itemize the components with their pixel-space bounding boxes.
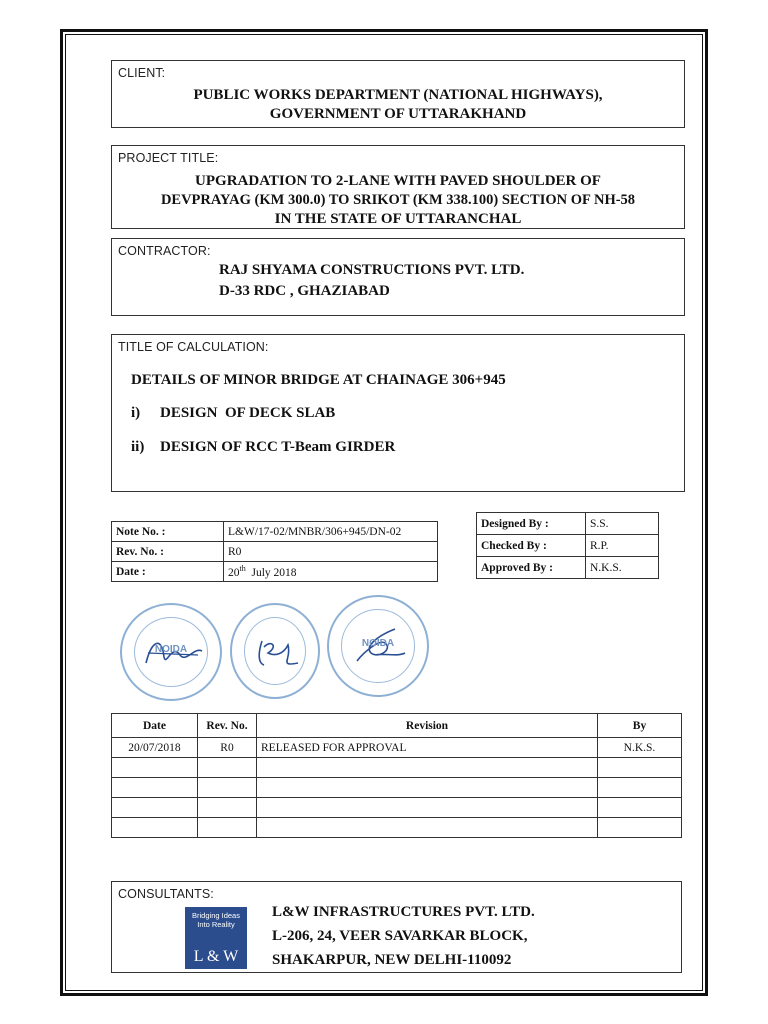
project-title-label: PROJECT TITLE: [118,151,219,165]
sign-table [476,512,659,579]
date-value [224,562,438,582]
calculation-label: TITLE OF CALCULATION: [118,340,269,354]
table-header-row [112,714,682,738]
row-1-date: 20/07/2018 [112,738,198,758]
col-by-header: By [598,714,682,738]
calculation-box [111,334,685,492]
calculation-heading: DETAILS OF MINOR BRIDGE AT CHAINAGE 306+945 [131,372,506,388]
client-label: CLIENT: [118,66,166,80]
stamp-3-center-text: NOIDA [361,638,395,650]
table-row [112,798,682,818]
date-suffix: th [239,564,246,574]
logo-mark: L & W [193,948,239,965]
table-row [112,818,682,838]
checked-by-value: R.P. [586,535,659,557]
project-line-2: DEVPRAYAG (KM 300.0) TO SRIKOT (KM 338.100) SECTION OF NH-58 [160,192,636,208]
lw-logo [185,907,247,969]
table-row [477,535,659,557]
note-table [111,521,438,582]
project-line-3: IN THE STATE OF UTTARANCHAL [274,211,522,227]
signature-2 [248,633,308,673]
contractor-box [111,238,685,316]
rev-no-value: R0 [224,542,438,562]
table-row [112,562,438,582]
revision-table [111,713,682,838]
company-stamp-1 [120,603,222,701]
approved-by-value: N.K.S. [586,557,659,579]
table-row [112,738,682,758]
consultant-line-3: SHAKARPUR, NEW DELHI-110092 [272,952,512,968]
approved-by-key: Approved By : [477,557,586,579]
client-line-2: GOVERNMENT OF UTTARAKHAND [269,106,527,122]
designed-by-value: S.S. [586,513,659,535]
calculation-item-2-text: DESIGN OF RCC T-Beam GIRDER [160,439,396,455]
note-no-key: Note No. : [112,522,224,542]
calculation-item-1-text: DESIGN OF DECK SLAB [160,405,336,421]
project-line-1: UPGRADATION TO 2-LANE WITH PAVED SHOULDER OF [195,173,601,189]
calculation-item-2-num: ii) [131,439,145,455]
calculation-item-1-num: i) [131,405,141,421]
col-date-header: Date [112,714,198,738]
company-stamp-2 [230,603,320,699]
table-row [112,758,682,778]
table-row [477,557,659,579]
stamp-1-center-text: NOIDA [154,644,188,656]
row-1-by: N.K.S. [598,738,682,758]
col-revision-header: Revision [257,714,598,738]
contractor-line-2: D-33 RDC , GHAZIABAD [219,283,390,299]
consultant-line-1: L&W INFRASTRUCTURES PVT. LTD. [272,904,535,920]
company-stamp-3 [327,595,429,697]
designed-by-key: Designed By : [477,513,586,535]
contractor-label: CONTRACTOR: [118,244,211,258]
table-row [112,542,438,562]
client-line-1: PUBLIC WORKS DEPARTMENT (NATIONAL HIGHWAYS), [193,87,603,103]
contractor-line-1: RAJ SHYAMA CONSTRUCTIONS PVT. LTD. [219,262,525,278]
project-title-box [111,145,685,229]
table-row [112,778,682,798]
date-key: Date : [112,562,224,582]
date-month-year: July 2018 [251,566,297,579]
logo-tagline: Bridging Ideas Into Reality [192,911,240,929]
row-1-rev: R0 [198,738,257,758]
table-row [112,522,438,542]
date-day: 20 [228,566,240,579]
col-rev-header: Rev. No. [198,714,257,738]
row-1-revision: RELEASED FOR APPROVAL [257,738,598,758]
consultants-label: CONSULTANTS: [118,887,214,901]
table-row [477,513,659,535]
consultant-line-2: L-206, 24, VEER SAVARKAR BLOCK, [272,928,528,944]
note-no-value: L&W/17-02/MNBR/306+945/DN-02 [224,522,438,542]
client-box [111,60,685,128]
rev-no-key: Rev. No. : [112,542,224,562]
checked-by-key: Checked By : [477,535,586,557]
